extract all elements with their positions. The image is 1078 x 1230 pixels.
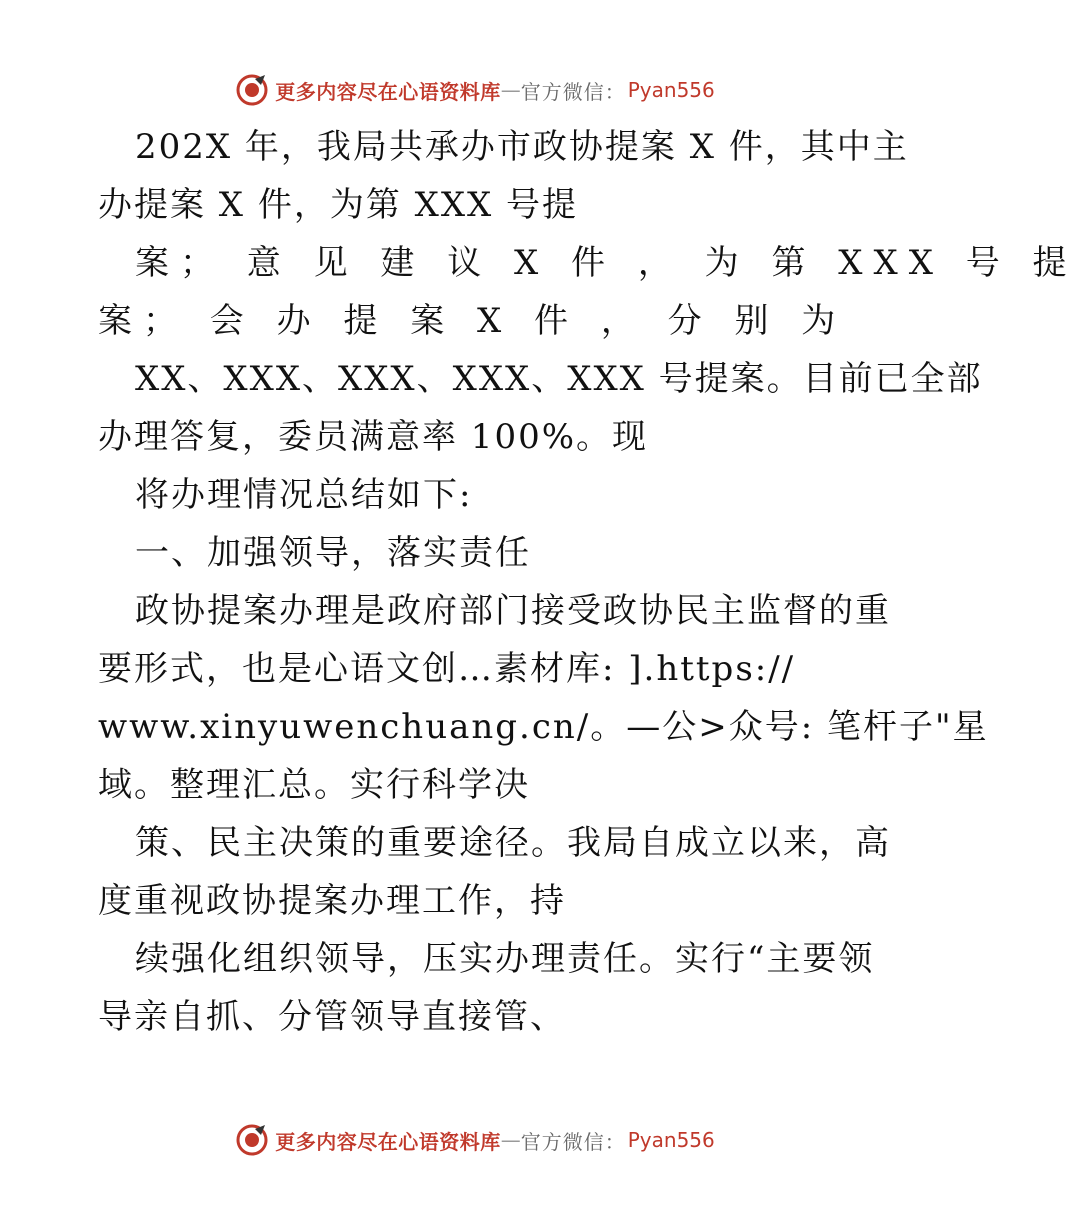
text-line: 将办理情况总结如下:	[135, 475, 473, 515]
watermark-wechat-id: Pyan556	[627, 1128, 715, 1152]
text-line: 政协提案办理是政府部门接受政协民主监督的重	[135, 591, 891, 631]
text-line: 导亲自抓、分管领导直接管、	[98, 997, 566, 1037]
section-heading: 一、加强领导，落实责任	[135, 533, 531, 573]
text-line: 案； 会 办 提 案 X 件 ， 分 别 为	[98, 301, 847, 341]
watermark-wechat-label: 官方微信：	[520, 79, 626, 104]
watermark-separator: —	[500, 1128, 521, 1152]
text-line: XX、XXX、XXX、XXX、XXX 号提案。目前已全部	[135, 359, 983, 399]
text-line: 度重视政协提案办理工作，持	[98, 881, 566, 921]
watermark-text: 更多内容尽在心语资料库	[275, 79, 501, 104]
watermark-logo-icon	[235, 1123, 269, 1157]
footer-watermark	[0, 1120, 950, 1160]
watermark-separator: —	[500, 78, 521, 102]
text-line: 202X 年，我局共承办市政协提案 X 件，其中主	[135, 127, 909, 167]
document-body	[98, 118, 1078, 1046]
text-line: 策、民主决策的重要途径。我局自成立以来，高	[135, 823, 891, 863]
watermark-wechat-label: 官方微信：	[520, 1129, 626, 1154]
text-line: 办提案 X 件，为第 XXX 号提	[98, 185, 579, 225]
watermark-wechat-id: Pyan556	[627, 78, 715, 102]
watermark-text: 更多内容尽在心语资料库	[275, 1129, 501, 1154]
header-watermark	[0, 70, 950, 110]
text-line: www.xinyuwenchuang.cn/。—公>众号: 笔杆子"星	[98, 707, 989, 747]
text-line: 域。整理汇总。实行科学决	[98, 765, 530, 805]
text-line: 续强化组织领导，压实办理责任。实行“主要领	[135, 939, 875, 979]
text-line: 案； 意 见 建 议 X 件 ， 为 第 XXX 号 提	[135, 243, 1078, 283]
text-line: 办理答复，委员满意率 100%。现	[98, 417, 649, 457]
text-line: 要形式，也是心语文创…素材库: ].https://	[98, 649, 796, 689]
watermark-logo-icon	[235, 73, 269, 107]
